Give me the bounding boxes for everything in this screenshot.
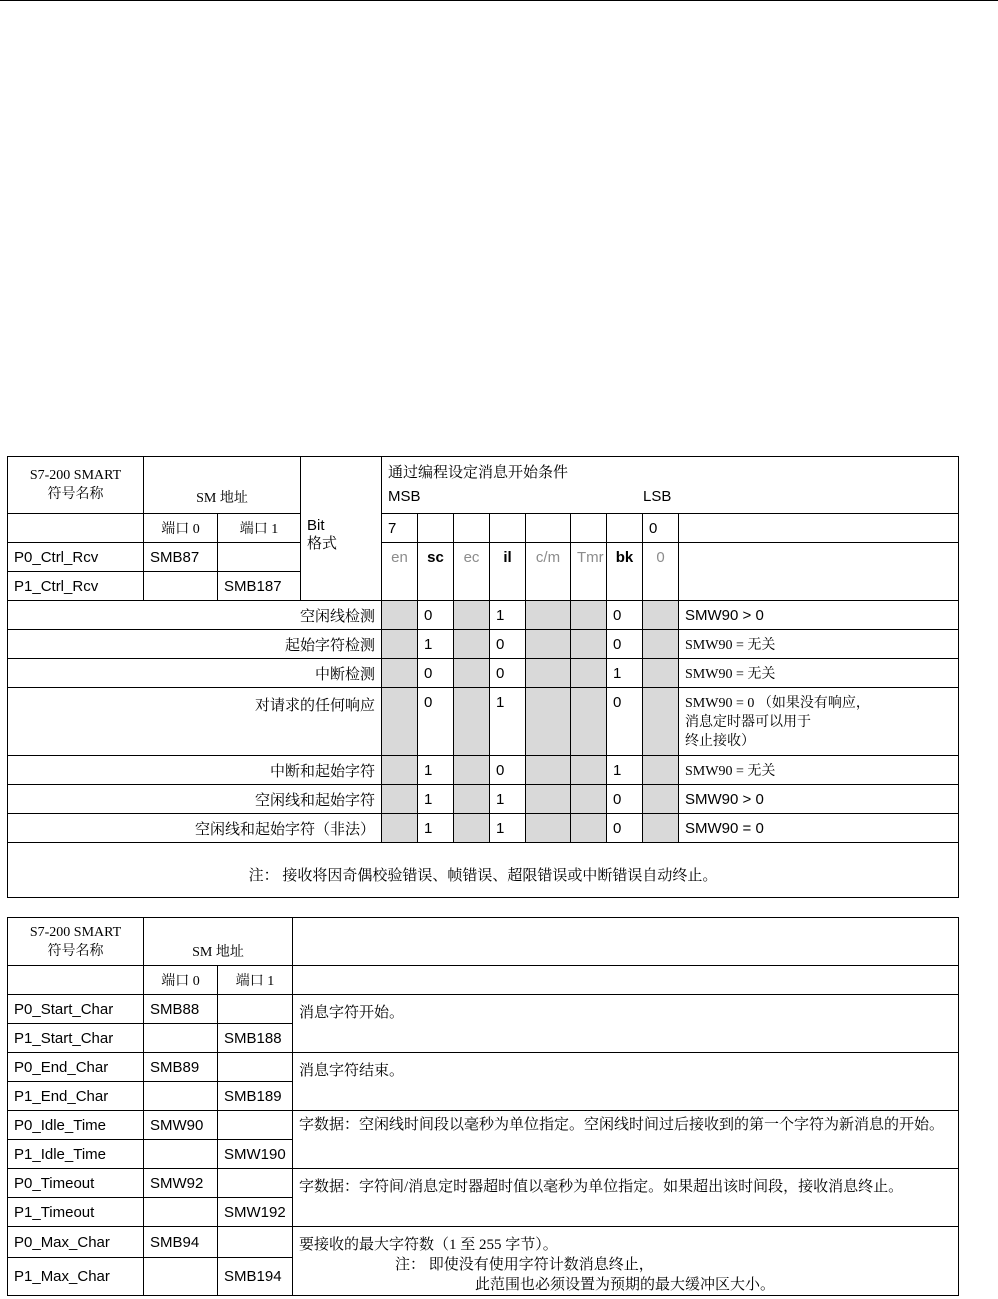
max-char-note-line1: 注： 即使没有使用字符计数消息终止， — [395, 1257, 654, 1273]
symbol-name: P1_Start_Char — [8, 1024, 144, 1053]
parameter-description: 字数据：空闲线时间段以毫秒为单位指定。空闲线时间过后接收到的第一个字符为新消息的开始。 — [293, 1111, 959, 1169]
sc-value: 0 — [418, 688, 454, 756]
condition-label: 空闲线和起始字符（非法） — [8, 814, 382, 843]
condition-label: 中断和起始字符 — [8, 756, 382, 785]
empty-cell — [8, 514, 144, 543]
bit-il: il — [490, 543, 526, 601]
port0-header: 端口 0 — [144, 514, 218, 543]
max-char-note-line2: 此范围也必须设置为预期的最大缓冲区大小。 — [475, 1277, 776, 1293]
condition-note: SMW90 > 0 — [679, 601, 959, 630]
port0-header: 端口 0 — [144, 966, 218, 995]
symbol-name: P1_End_Char — [8, 1082, 144, 1111]
port0-address — [144, 572, 218, 601]
il-value: 1 — [490, 601, 526, 630]
bit-cm: c/m — [526, 543, 571, 601]
condition-note: SMW90 = 0 — [679, 814, 959, 843]
port1-address — [218, 1169, 293, 1198]
symbol-name: P1_Idle_Time — [8, 1140, 144, 1169]
bit-ec: ec — [454, 543, 490, 601]
sc-value: 0 — [418, 659, 454, 688]
port1-address — [218, 543, 301, 572]
start-condition-header — [382, 457, 959, 514]
il-value: 1 — [490, 785, 526, 814]
bit-sc: sc — [418, 543, 454, 601]
il-value: 1 — [490, 814, 526, 843]
symbol-name: P0_Start_Char — [8, 995, 144, 1024]
il-value: 1 — [490, 688, 526, 756]
bit-tmr: Tmr — [571, 543, 607, 601]
bk-value: 1 — [607, 756, 643, 785]
condition-note: SMW90 = 无关 — [679, 630, 959, 659]
bit0-label: 0 — [643, 514, 679, 543]
port1-address — [218, 1053, 293, 1082]
port1-address: SMW192 — [218, 1198, 293, 1227]
port0-address: SMW90 — [144, 1111, 218, 1140]
port1-header: 端口 1 — [218, 966, 293, 995]
condition-label: 中断检测 — [8, 659, 382, 688]
port1-address: SMB188 — [218, 1024, 293, 1053]
il-value: 0 — [490, 659, 526, 688]
condition-label: 起始字符检测 — [8, 630, 382, 659]
port0-address — [144, 1024, 218, 1053]
condition-row — [8, 688, 959, 756]
condition-row — [8, 630, 959, 659]
max-char-description — [293, 1227, 959, 1296]
condition-row — [8, 756, 959, 785]
symbol-name: P1_Max_Char — [8, 1258, 144, 1296]
parameter-description: 要接收的最大字符数（1 至 255 字节）。 — [299, 1237, 558, 1253]
parameter-description: 消息字符开始。 — [293, 995, 959, 1053]
condition-label: 对请求的任何响应 — [8, 688, 382, 756]
message-parameters-table — [7, 917, 959, 1296]
bit-zero: 0 — [643, 543, 679, 601]
condition-row — [8, 785, 959, 814]
port0-address — [144, 1140, 218, 1169]
port1-address — [218, 995, 293, 1024]
parameter-description: 字数据：字符间/消息定时器超时值以毫秒为单位指定。如果超出该时间段，接收消息终止。 — [293, 1169, 959, 1227]
sm-address-header: SM 地址 — [144, 457, 301, 514]
bit7-label: 7 — [382, 514, 418, 543]
symbol-name-header: S7-200 SMART 符号名称 — [8, 918, 144, 966]
condition-row — [8, 814, 959, 843]
port0-address — [144, 1082, 218, 1111]
sc-value: 1 — [418, 814, 454, 843]
sc-value: 1 — [418, 630, 454, 659]
symbol-name: P0_Idle_Time — [8, 1111, 144, 1140]
msb-label: MSB — [388, 488, 421, 505]
sm-address-header: SM 地址 — [144, 918, 293, 966]
bit-bk: bk — [607, 543, 643, 601]
bk-value: 0 — [607, 785, 643, 814]
symbol-name-header: S7-200 SMART 符号名称 — [8, 457, 144, 514]
condition-row — [8, 659, 959, 688]
bk-value: 0 — [607, 688, 643, 756]
symbol-name: P0_End_Char — [8, 1053, 144, 1082]
symbol-name: P1_Ctrl_Rcv — [8, 572, 144, 601]
condition-note: SMW90 = 无关 — [679, 756, 959, 785]
port1-address: SMW190 — [218, 1140, 293, 1169]
page-top-rule — [0, 0, 998, 1]
receive-control-table — [7, 456, 959, 898]
symbol-name: P0_Timeout — [8, 1169, 144, 1198]
port0-address: SMB87 — [144, 543, 218, 572]
port0-address: SMB88 — [144, 995, 218, 1024]
port1-address — [218, 1227, 293, 1258]
parameter-description: 消息字符结束。 — [293, 1053, 959, 1111]
lsb-label: LSB — [643, 488, 672, 505]
port0-address: SMB94 — [144, 1227, 218, 1258]
port0-address — [144, 1198, 218, 1227]
port1-header: 端口 1 — [218, 514, 301, 543]
il-value: 0 — [490, 756, 526, 785]
il-value: 0 — [490, 630, 526, 659]
bk-value: 0 — [607, 601, 643, 630]
port0-address — [144, 1258, 218, 1296]
bk-value: 0 — [607, 630, 643, 659]
start-condition-title: 通过编程设定消息开始条件 — [388, 465, 569, 481]
condition-note: SMW90 = 无关 — [679, 659, 959, 688]
condition-note: SMW90 > 0 — [679, 785, 959, 814]
port1-address: SMB189 — [218, 1082, 293, 1111]
sc-value: 1 — [418, 785, 454, 814]
port1-address: SMB194 — [218, 1258, 293, 1296]
sc-value: 1 — [418, 756, 454, 785]
bk-value: 1 — [607, 659, 643, 688]
port1-address — [218, 1111, 293, 1140]
condition-note: SMW90 = 0 （如果没有响应， 消息定时器可以用于 终止接收） — [679, 688, 959, 756]
symbol-name: P0_Ctrl_Rcv — [8, 543, 144, 572]
port1-address: SMB187 — [218, 572, 301, 601]
symbol-name: P1_Timeout — [8, 1198, 144, 1227]
port0-address: SMB89 — [144, 1053, 218, 1082]
bit-en: en — [382, 543, 418, 601]
condition-row — [8, 601, 959, 630]
symbol-name: P0_Max_Char — [8, 1227, 144, 1258]
port0-address: SMW92 — [144, 1169, 218, 1198]
bit-format-header: Bit 格式 — [301, 457, 382, 601]
condition-label: 空闲线检测 — [8, 601, 382, 630]
table1-footnote: 注： 接收将因奇偶校验错误、帧错误、超限错误或中断错误自动终止。 — [8, 843, 959, 898]
sc-value: 0 — [418, 601, 454, 630]
condition-label: 空闲线和起始字符 — [8, 785, 382, 814]
bk-value: 0 — [607, 814, 643, 843]
